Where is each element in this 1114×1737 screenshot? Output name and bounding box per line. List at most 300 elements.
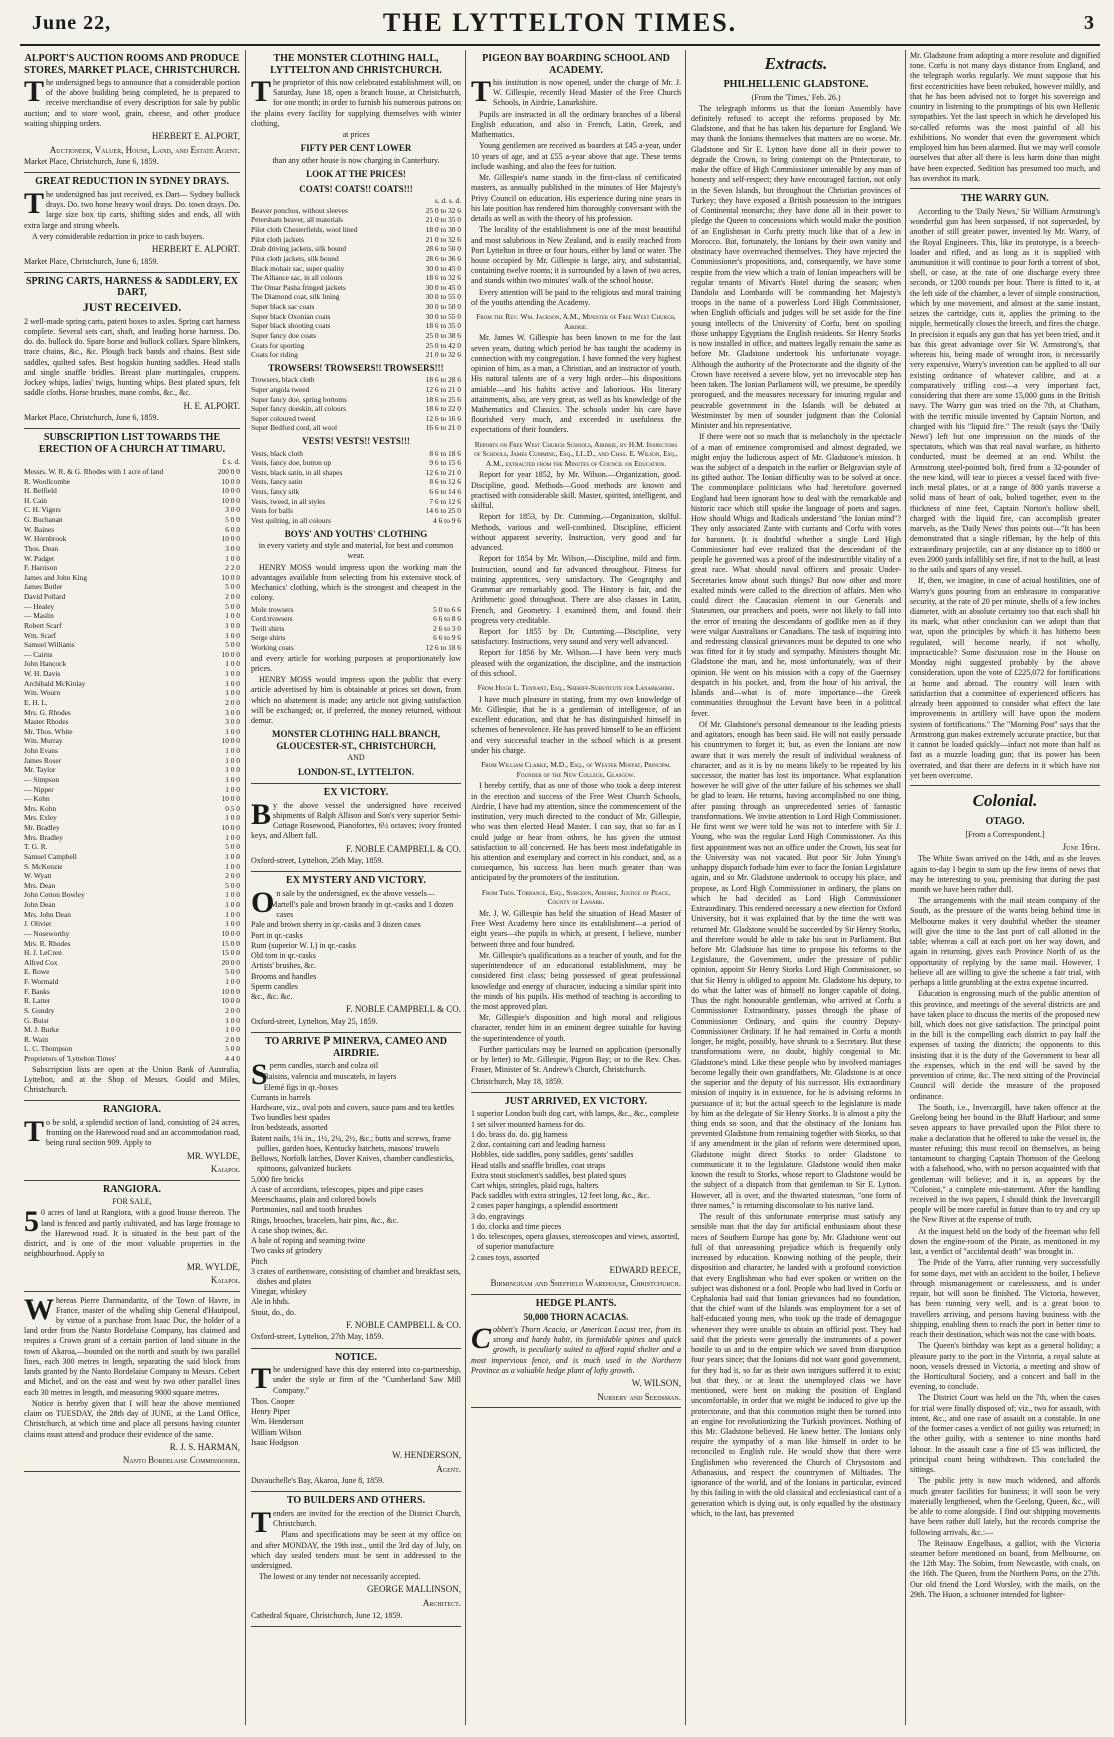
row-amount: 30 0 to 45 0 (425, 282, 461, 292)
column-2 (245, 50, 466, 1725)
row-amount: 20 0 0 (221, 957, 240, 967)
ad-body: The proprietor of this now celebrated establishment will, on Saturday, June 18, open a branch house, at Christchurch, for one month; in order to furnish his numerous patrons on the plains every facility for supplying themselves with winter clothing, (251, 75, 461, 128)
price-row (24, 621, 240, 631)
price-row (24, 862, 240, 872)
row-label: E. H. L. (24, 697, 48, 707)
list-item: 1 superior London built dog cart, with lamps, &c., &c., complete (471, 1109, 679, 1119)
row-amount: 30 0 to 55 0 (425, 311, 461, 321)
row-label: — Nipper (24, 784, 54, 794)
list-item: Two bundles best spades (251, 1113, 331, 1123)
ad-signature-role: Agent. (436, 1463, 461, 1474)
extracts-section-heading: Extracts. (764, 54, 828, 73)
row-label: Mrs. Dean (24, 880, 56, 890)
list-item: 1 do. clocks and time pieces (471, 1221, 562, 1231)
row-amount: 25 0 to 38 6 (425, 330, 461, 340)
column-5 (905, 50, 1104, 1725)
row-label: Drab driving jackets, silk bound (251, 244, 347, 254)
row-amount: 2 0 0 (225, 1034, 240, 1044)
row-amount: 1 0 0 (225, 774, 240, 784)
ad-title: SPRING CARTS, HARNESS & SADDLERY, EX DART, (25, 275, 239, 299)
row-amount: 0 5 0 (225, 803, 240, 813)
row-amount: 21 0 to 35 0 (425, 215, 461, 225)
row-amount: 1 0 0 (225, 1015, 240, 1025)
list-item: Extra stout stockmen's saddles, best plated spurs (471, 1170, 626, 1180)
row-amount: 1 0 0 (225, 977, 240, 987)
row-amount: 12 6 to 21 0 (425, 467, 461, 477)
row-amount: 5 0 0 (225, 515, 240, 525)
price-row (24, 881, 240, 891)
ad-signature: F. NOBLE CAMPBELL & CO. (346, 1004, 461, 1015)
price-row (24, 948, 240, 958)
row-amount: 18 6 to 32 6 (425, 273, 461, 283)
subscription-header: £ s. d. (222, 457, 240, 467)
price-row (24, 833, 240, 843)
row-label: Super black sac coats (251, 302, 315, 312)
list-item: A case shop twines, &c. (251, 1225, 328, 1235)
row-amount: 7 6 to 12 6 (429, 496, 461, 506)
row-amount: 5 0 0 (225, 640, 240, 650)
article-para: The telegraph informs us that the Ionian Assembly have definitely refused to accept the reforms proposed by Mr. Gladstone, and that he has taken his departure for England. We may thank the Ionians themselves that matters are no worse. Mr. Gladstone and Sir E. Lytton have done all in their power to degrade the Crown, to bring contempt on the Protectorate, to make the office of High Commissioner untenable by any man of honesty and self-respect; they have encouraged faction, not only in the Seven Islands, but throughout the Christian provinces of Turkey; they have exposed a British possession to the intrigues of Continental monarchs; they have done all in their power to pledge the Queen to concessions which would make the position of an Englishman in Corfu pretty much like that of a Jew in Morocco. But, fortunately, the Ionians by their own vanity and obstinacy have overreached themselves. They have rejected the Commissioner's propositions, and, consequently, we have some respite from the view which a train of Ionian impeachers will be regular tenants of Mivart's Hotel during the season; when Dandolo and Lombardo will be commanding her Majesty's troops in the name of a powerless Lord High Commissioner, when English officials and judges will be set aside for the fine young intellects of the University of Corfu, bent on spoiling those unhappy Egyptians the English residents. Sir Henry Storks is now installed in office, and matters legally remain the same as before Mr. Gladstone undertook his unfortunate voyage. Although the authority of the Protectorate and the dignity of the Crown have received a severe blow, yet no irrevocable step has been taken. The Ionian Parliament will, we presume, be speedily prorogued, and the measures necessary for insuring regular and peaceable government in the Islands will be debated at Westminster by men of sounder judgment than the Colonial Minister and his representative. (691, 103, 901, 431)
ad-title: TO ARRIVE ℙ MINERVA, CAMEO AND AIRDRIE. (265, 1036, 447, 1059)
list-item: Brooms and handles (251, 971, 317, 981)
look-heading: LOOK AT THE PRICES! (306, 169, 406, 180)
ad-signature: HERBERT E. ALPORT. (151, 244, 240, 255)
article-para: If, then, we imagine, in case of actual hostilities, one of Warry's guns pouring from an embrasure in comparative security, at the rate of 20 per minute, shells of a few inches diameter, with an absolute certainty too that each shall hit its mark, what other conclusion can we adopt than that war, upon the principles by which it has hitherto been regulated, will become nearly, if not wholly, impracticable? Some discussion rose in the House on Monday night suggested probably by the above consideration, upon the vote of £225,072 for fortifications at home and abroad. The country will learn with satisfaction that a committee of experienced officers has already been appointed to consider what effect the late improvements in artillery will have upon the modern system of fortifications." The "Morning Post" says that the Armstrong gun makes extremely accurate practice, but that it cannot be loaded quickly—infact not more than half as fast as a muzzle loading gun; that its power has been overrated, and that there are defects in it which have not yet been overcome. (910, 576, 1100, 780)
ad-body: Cobbett's Thorn Acacia, or American Locust tree, from its strong and hardy habit, its formidable spines and quick growth, is peculiarly suited to afford rapid shelter and a most impervious fence, and is much used in the Northern Province as a valuable hedge plant of lofty growth. (471, 1321, 681, 1375)
ad-place: Oxford-street, Lyttelton, May 25, 1859. (251, 1016, 378, 1026)
price-row (24, 631, 240, 641)
price-row (24, 640, 240, 650)
list-item: Head stalls and snaffle bridles, coat straps (471, 1160, 606, 1170)
price-row (251, 477, 461, 487)
list-item: Two casks of grindery (251, 1246, 323, 1256)
row-amount: 6 6 to 8 6 (433, 614, 461, 624)
price-row (24, 486, 240, 496)
price-row (24, 698, 240, 708)
price-row (24, 554, 240, 564)
price-row (24, 708, 240, 718)
row-amount: 30 0 to 50 0 (425, 302, 461, 312)
page-number: 3 (1084, 12, 1094, 34)
row-amount: 8 6 to 12 6 (429, 477, 461, 487)
testimonial-heading: From William Clarke, M.D., Esq., of Wester Moffat, Principal Founder of the New College, Glasgow. (481, 760, 671, 779)
row-amount: 1 0 0 (225, 909, 240, 919)
row-label: The Alliance sac, in all colours (251, 273, 343, 283)
row-label: Super black Oxonian coats (251, 311, 331, 321)
price-row (251, 423, 461, 433)
price-row (251, 331, 461, 341)
article-para: The District Court was held on the 7th, when the cases for trial were finally disposed of; viz., two for assault, with intent, &c., and one case of assault on a constable. In one of the former cases a verdict of not guilty was returned; in the other guilty, with a sentence to nine months hard labour. In the assault case a fine of £5 was inflicted, the principal count being withdrawn. This concluded the sittings. (910, 1393, 1100, 1475)
price-row (251, 254, 461, 264)
list-item: Rum (superior W. I.) in qr.-casks (251, 940, 356, 950)
price-row (251, 341, 461, 351)
column-4 (685, 50, 906, 1725)
row-amount: 1 0 0 (225, 765, 240, 775)
price-row (251, 385, 461, 395)
ad-signature: F. NOBLE CAMPBELL & CO. (346, 843, 461, 854)
row-label: Mrs. Bradley (24, 832, 63, 842)
row-amount: 15 0 0 (221, 938, 240, 948)
list-item: William Wilson (251, 1427, 302, 1437)
list-item: 2 cases toys, assorted (471, 1252, 540, 1262)
row-label: The Diamond coat, silk lining (251, 292, 340, 302)
price-row (251, 283, 461, 293)
price-row (24, 987, 240, 997)
row-amount: 1 0 0 (225, 678, 240, 688)
row-amount: 14 6 to 25 0 (425, 506, 461, 516)
list-item: A bale of roping and seaming twine (251, 1236, 366, 1246)
just-arrived-ad (471, 1093, 681, 1295)
row-label: Petersham beaver, all materials (251, 215, 344, 225)
row-label: Super fancy doe coats (251, 330, 317, 340)
ad-title: ALPORT'S AUCTION ROOMS AND PRODUCE STORES, MARKET PLACE, CHRISTCHURCH. (24, 53, 240, 76)
price-row (251, 487, 461, 497)
work-price-list (251, 605, 461, 653)
price-row (24, 919, 240, 929)
ad-signature: W. HENDERSON, (392, 1450, 461, 1461)
row-amount: 1 0 0 (225, 553, 240, 563)
price-row (24, 573, 240, 583)
article-para: The South, i.e., Invercargill, have taken offence at the Geelong being her bound in the Bluff Harbour; and some seven appears to have prevailed upon the Pilot there to make a declaration that he offered to take the vessel in, the master refusing; this must recoil on themselves, as being tantamount to charging Captain Thomson of the Geelong with a falsehood, who, with no person acquainted with that gentleman will believe; and it is, as appears by the "Colonist," a complete mis-statement. After the handling received in the two papers, I should think the Invercargill people will be more careful in future than to try and cry up the New River at the expense of truth. (910, 1102, 1100, 1225)
list-item: Iron bedsteads, assorted (251, 1123, 328, 1133)
row-label: Super black shooting coats (251, 321, 331, 331)
price-row (24, 1006, 240, 1016)
row-amount: 30 0 to 45 0 (425, 263, 461, 273)
row-label: Mrs. G. Rhodes (24, 707, 71, 717)
price-row (24, 496, 240, 506)
row-label: Samuel Williams (24, 640, 75, 650)
row-amount: 2 0 0 (225, 592, 240, 602)
just-received-heading: JUST RECEIVED. (82, 299, 182, 314)
price-row (24, 1035, 240, 1045)
price-row (24, 534, 240, 544)
row-amount: 5 0 0 (225, 582, 240, 592)
row-amount: 18 0 to 30 0 (425, 225, 461, 235)
row-amount: 2 0 0 (225, 697, 240, 707)
row-amount: 3 0 0 (225, 543, 240, 553)
price-row (251, 264, 461, 274)
price-row (24, 717, 240, 727)
ad-signature: MR. WYLDE, (186, 1150, 240, 1161)
price-row (24, 515, 240, 525)
ad-title: JUST ARRIVED, EX VICTORY. (504, 1095, 648, 1107)
row-label: S. McKenzie (24, 861, 63, 871)
row-amount: 10 0 0 (221, 649, 240, 659)
report-para: Report for 1853, by Dr. Cumming.—Organization, skilful. Methods, various and well-combined. Discipline, efficient without apparent severity. Instruction, very good and far advanced. (471, 512, 681, 553)
row-amount: 28 6 to 50 0 (425, 244, 461, 254)
price-row (251, 414, 461, 424)
ad-place: Market Place, Christchurch, June 6, 1859. (24, 413, 159, 423)
ad-signature: GEORGE MALLINSON, (367, 1584, 461, 1595)
monster-clothing-ad (251, 50, 461, 784)
hedge-plants-ad (471, 1295, 681, 1408)
list-item: Hobbles, side saddles, pony saddles, gents' saddles (471, 1150, 634, 1160)
price-row (251, 312, 461, 322)
ad-signature-place: Kaiapoi. (210, 1164, 240, 1175)
item-list (471, 1109, 681, 1263)
ex-mystery-victory-ad (251, 872, 461, 1033)
list-item: Pale and brown sherry in qr.-casks and 3 dozen cases (251, 920, 421, 930)
list-item: Martell's pale and brown brandy in qr.-casks and 1 dozen cases (270, 899, 454, 920)
price-row (251, 497, 461, 507)
coats-heading: COATS! COATS!! COATS!!! (299, 183, 413, 194)
ad-signature-role: Architect. (422, 1597, 461, 1608)
ad-signature: MR. WYLDE, (186, 1261, 240, 1272)
ad-title: EX VICTORY. (323, 787, 389, 799)
row-amount: 200 0 0 (217, 466, 240, 476)
list-item: Meerschaums, plain and colored bowls (251, 1195, 377, 1205)
trouser-price-list (251, 375, 461, 433)
row-label: F. Wormald (24, 977, 59, 987)
price-row (251, 215, 461, 225)
partner-names (251, 1397, 461, 1448)
price-row (24, 477, 240, 487)
issue-date: June 22, (32, 12, 112, 34)
row-amount: 5 0 0 (225, 601, 240, 611)
row-label: C. H. Vigers (24, 505, 61, 515)
row-amount: 21 0 to 32 6 (425, 234, 461, 244)
row-label: Vests, fancy silk (251, 487, 300, 497)
price-row (24, 794, 240, 804)
moss-text-2: HENRY MOSS would impress upon the public that every article advertised by him is obtainable at prices set down, from which no abatement is made; any article not giving satisfaction will be exchanged; or, if preferred, the money returned, without demur. (251, 675, 461, 726)
subscription-note: Subscription lists are open at the Union Bank of Australia, Lyttelton, and at the Shop of Messrs. Gould and Miles, Christchurch. (24, 1064, 240, 1095)
row-amount: 28 6 to 36 6 (425, 253, 461, 263)
ad-place: Christchurch, May 18, 1859. (471, 1076, 563, 1086)
list-item: Rings, brooches, bracelets, hair pins, &c., &c. (251, 1215, 399, 1225)
ad-title: RANGIORA. (102, 1183, 162, 1195)
row-label: John Cotton Bowley (24, 890, 85, 900)
row-amount: 6 6 to 14 6 (429, 487, 461, 497)
list-item: Old tom in qr.-casks (251, 951, 316, 961)
row-label: — Simpson (24, 774, 60, 784)
row-label: Archibald McKinlay (24, 678, 86, 688)
price-row (24, 939, 240, 949)
ad-signature-role: Auctioneer, Valuer, House, Land, and Estate Agent. (49, 144, 240, 155)
newspaper-title: THE LYTTELTON TIMES. (382, 8, 738, 37)
row-amount: 5 0 0 (225, 967, 240, 977)
row-label: W. Wyatt (24, 871, 52, 881)
article-para: The Pride of the Yarra, after running very successfully for some days, met with an accident to the boiler, I believe through mismanagement or carelessness, and is under repair, but will soon be finished. The Victoria, however, has been running very well, and is a great boon to travellers arriving, and persons having business with the shipping, enabling them to reach the port in better time to reach their destination, which was not the case with boats. (910, 1258, 1100, 1340)
warry-gun-title: THE WARRY GUN. (961, 193, 1049, 205)
ad-body: To be sold, a splendid section of land, consisting of 24 acres, fronting on the Harewood road and an accommodation road, being rural section 909. Apply to (24, 1114, 240, 1148)
ad-signature: W. WILSON, (631, 1378, 681, 1389)
list-item: Hardware, viz., oval pots and covers, sauce pans and tea kettles (251, 1103, 455, 1113)
row-label: Wm. Wourn (24, 688, 61, 698)
acacia-heading: 50,000 THORN ACACIAS. (523, 1312, 629, 1323)
vests-heading: VESTS! VESTS!! VESTS!!! (302, 436, 410, 447)
list-item: Thos. Cooper (251, 1396, 295, 1406)
list-item: Currants in barrels (251, 1092, 311, 1102)
row-label: J. Olivier (24, 919, 52, 929)
subscription-rows (24, 467, 240, 1064)
price-row (251, 605, 461, 615)
row-amount: 1 0 0 (225, 851, 240, 861)
row-label: Robert Scarf (24, 620, 62, 630)
row-amount: 1 0 0 (225, 746, 240, 756)
price-row (251, 458, 461, 468)
minerva-arrival-ad (251, 1033, 461, 1349)
notice-signature-role: Nanto Bordelaise Commissioner. (122, 1455, 240, 1466)
price-row (24, 852, 240, 862)
list-item: Port in qr.-casks (251, 930, 303, 940)
testimonial-para: Mr. J. W. Gillespie has held the situation of Head Master of Free West Academy here since its establishment—a period of eight years—the pupils in which, at present, I believe, number between three and four hundred. (471, 908, 681, 949)
item-list (251, 1072, 461, 1318)
row-label: W. Baines (24, 524, 55, 534)
ad-body: 2 well-made spring carts, patent boxes to axles. Spring cart harness complete. Several sets cart, shaft, and leading horse harness. Do. do. do. bullock do. Spare horse and bullock collars. Spare blinkers, trace chains, &c., &c. Plough back bands and chains. Best side saddles, quilted safes. Best hogskin hunting saddles. Head stalls and single snaffle bridles. Breast plate martingales, cruppers. Jockey whips, ladies' twigs, hunting whips. Best plated spurs, felt saddle cloths. Horse brushes, mane combs, &c., &c. (24, 316, 240, 398)
ad-para: Pupils are instructed in all the ordinary branches of a liberal English education, and also in French, Latin, Greek, and Mathematics. (471, 109, 681, 140)
row-label: H. J. LeCren (24, 948, 62, 958)
ad-place: Oxford-street, Lyttelton, 27th May, 1859. (251, 1332, 384, 1342)
row-amount: 10 0 0 (221, 794, 240, 804)
row-label: Beaver ponchos, without sleeves (251, 205, 348, 215)
price-row (251, 375, 461, 385)
spring-carts-ad (24, 273, 240, 429)
price-row (24, 679, 240, 689)
ad-body: 50 acres of land at Rangiora, with a good house thereon. The land is fenced and partly cultivated, and has large frontage to the Harewood road. It is situated in the best part of the district, and is one of the most valuable properties in the neighbourhood. Apply to (24, 1205, 240, 1259)
list-item: 5,000 fire bricks (251, 1174, 304, 1184)
row-label: Black mohair sac, super quality (251, 263, 345, 273)
price-row (251, 624, 461, 634)
list-item: Portmonies, nail and tooth brushes (251, 1205, 362, 1215)
price-row (24, 967, 240, 977)
london-address: LONDON-ST., LYTTELTON. (297, 766, 415, 777)
list-item: 1 set silver mounted harness for do. (471, 1119, 585, 1129)
row-amount: 9 6 to 15 6 (429, 458, 461, 468)
row-amount: 1 0 0 (225, 900, 240, 910)
ad-signature: F. NOBLE CAMPBELL & CO. (346, 1319, 461, 1330)
ad-title: NOTICE. (335, 1351, 377, 1363)
row-label: F. Harrison (24, 563, 58, 573)
row-label: L. C. Thompson (24, 1044, 73, 1054)
testimonial-heading: From Hugh L. Tennant, Esq., Sheriff-Substitute for Lanarkshire. (477, 683, 675, 693)
row-amount: 1 0 0 (225, 919, 240, 929)
ad-signature: H. E. ALPORT. (183, 400, 240, 411)
row-amount: 10 0 0 (221, 534, 240, 544)
price-row (24, 900, 240, 910)
row-amount: 10 0 0 (221, 823, 240, 833)
row-label: James Butler (24, 582, 63, 592)
row-amount: 1 0 0 (225, 726, 240, 736)
report-para: Report for 1855 by Dr. Cumming.—Discipline, very satisfactory. Instructions, very sound and very well advanced. (471, 626, 681, 647)
row-label: Super coloured tweed (251, 413, 316, 423)
alport-auction-ad (24, 50, 240, 173)
price-row (24, 659, 240, 669)
page-columns (20, 50, 1100, 1725)
row-label: — Kohn (24, 794, 50, 804)
row-label: Coats for riding (251, 350, 298, 360)
row-label: Samuel Campbell (24, 851, 77, 861)
price-row (251, 292, 461, 302)
timaru-subscription-list (24, 429, 240, 1101)
row-amount: 2 0 0 (225, 1005, 240, 1015)
row-label: Super fancy doeskin, all colours (251, 404, 347, 414)
list-item: Wm. Henderson (251, 1417, 304, 1427)
row-label: — Maslin (24, 611, 54, 621)
price-row (24, 823, 240, 833)
row-label: Super angola tweed (251, 384, 310, 394)
article-para: According to the 'Daily News,' Sir William Armstrong's wonderful gun has been surpassed, if not superseded, by another of still greater power, invented by Mr. Warry, of the Royal Engineers. This, like its prototype, is a breech-loader and rifled, and as long as it is supplied with ammunition it will continue to pour forth a torrent of shot, shell, or case, at the rate of one discharge every three seconds, or 1200 rounds per hour. There is fitted to it, at the left side of the chamber, a lever of simple construction, which by one movement, and almost at the same instant, seizes the cartridge, cuts it, applies the priming to the nipple, hermetically closes the breech, and fires the charge. In precision it equals any gun that has yet been tried, and it has this great advantage over Sir W. Armstrong's, that whereas his, being made of wrought iron, is necessarily very expensive, Warry's invention can be applied to all our existing ordnance of whatever calibre, and at a comparatively trifling cost—a very important fact, considering that there are some 15,000 guns in the British navy. The Warry gun was tried on the 7th, at Chatham, with the terrific missile invented by Captain Norton, and charged with his "liquid fire." The result (says the 'Daily News') left but one impression on the minds of the spectators, which was that real naval warfare, as hitherto conducted, must be deemed at an end. Whilst the Armstrong steel-pointed bolt, fired from a 32-pounder of the new kind, will tear to pieces a vessel faced with five-inch metal plates, or at a range of 800 yards traverse a solid mass of heart of oak, bolted together, even to the thickness of nine feet, Captain Norton's hollow shell, charged with the liquid fire, can accomplish greater marvels, as the 'Daily News' thus points out—"It has been demonstrated that a single rifleman, by the help of this extraordinary projectile, can at any distance up to 1800 or even 2000 yards infallibly set fire, if not to the hull, at least to the sails and spars of any vessel. (910, 206, 1100, 575)
article-continuation: Mr. Gladstone from adopting a more resolute and dignified tone. Corfu is not many days distance from England, and the telegraph works regularly. We must suppose that his first eccentricities have been rebuked, however mildly, and that he has been advised not to forget his sovereign and country in listening to the promptings of his own Hellenic sympathies. Yet the last speech in which he developed his so-called reforms was the most painful of all his exhibitions. No wonder that even the government which employed him has been alarmed. But we may well console ourselves that after all there is less harm done than might have been expected. Sedition has presumed too much, and has overshot its mark. (910, 51, 1100, 183)
row-amount: 1 0 0 (225, 813, 240, 823)
row-label: Pilot cloth Chesterfields, wool lined (251, 225, 358, 235)
moss-text-1: HENRY MOSS would impress upon the working man the advantages available from selecting from his extensive stock of Mechanics' clothing, which is the strongest and cheapest in the colony. (251, 562, 461, 603)
ad-para: Young gentlemen are received as boarders at £45 a-year, under 10 years of age, and at £55 a-year above that age. These terms include washing, and also the fees for tuition. (471, 141, 681, 171)
list-item: Elemé figs in qr.-boxes (263, 1082, 338, 1092)
row-label: Vests, fancy satin (251, 477, 303, 487)
row-label: M. J. Burke (24, 1025, 59, 1035)
row-label: Pilot cloth jackets (251, 234, 304, 244)
notice-signature: R. J. S. HARMAN, (169, 1441, 240, 1452)
list-item: 1 do. telescopes, opera glasses, stereoscopes and views, assorted, of superior manufacture (471, 1232, 680, 1252)
boys-text: in every variety and style and material, for best and common wear. (258, 541, 454, 561)
price-row (24, 785, 240, 795)
row-label: Wm. Murray (24, 736, 63, 746)
list-item: Stout, do., do. (251, 1307, 296, 1317)
ad-place: Oxford-street, Lyttelton, 25th May, 1859. (251, 856, 384, 866)
testimonial-para: Mr. Gillespie's disposition and high moral and religious character, render him in an eminent degree suitable for having the superintendence of youth. (471, 1013, 681, 1043)
price-row (251, 302, 461, 312)
row-label: E. Rowe (24, 967, 50, 977)
price-row (24, 592, 240, 602)
price-row (24, 611, 240, 621)
row-label: Vests, black satin, in all shapes (251, 467, 343, 477)
for-sale-heading: FOR SALE, (112, 1197, 152, 1207)
list-item: Bellows, Norfolk latches, Dover Knives, chamber candlesticks, spittoons, galvanized buckets (251, 1154, 455, 1174)
row-label: — Healey (24, 601, 55, 611)
row-label: Messrs. W. R. & G. Rhodes with 1 acre of land (24, 466, 164, 476)
row-amount: 18 6 to 22 0 (425, 404, 461, 414)
ex-victory-pianos-ad (251, 784, 461, 872)
row-amount: 1 0 0 (225, 1025, 240, 1035)
row-amount: 12 6 to 21 0 (425, 384, 461, 394)
testimonial-body: Mr. James W. Gillespie has been known to me for the last seven years, during which period he has taught the academy in connection with my congregation. I have formed the very highest opinion of him, as a man, a Christian, and an instructor of youth. His natural talents are of a very high order—his dispositions amiable—and his habits active and laborious. His literary attainments, also, are very great, as well as his knowledge of the Mathematics and Classics. The schools under his care have flourished very much, and exceeded in usefulness the expectations of their founders. (471, 333, 681, 435)
row-amount: 1 0 0 (225, 611, 240, 621)
price-row (24, 1016, 240, 1026)
row-label: Mole trowsers (251, 604, 294, 614)
row-label: Master Rhodes (24, 717, 69, 727)
ad-title: TO BUILDERS AND OTHERS. (286, 1495, 426, 1507)
price-row (251, 516, 461, 526)
row-label: Serge shirts (251, 633, 286, 643)
row-label: James Roser (24, 755, 62, 765)
price-row (251, 614, 461, 624)
ad-title: PIGEON BAY BOARDING SCHOOL AND ACADEMY. (482, 53, 670, 76)
testimonial-para: Mr. Gillespie's qualifications as a teacher of youth, and for the superintendence of an educational establishment, may be considered first class; being possessed of great professional knowledge and energy of character, inducing a similar spirit into the minds of his pupils. His method of teaching is according to the most approved plan. (471, 950, 681, 1011)
list-item: Ale in hhds. (251, 1297, 290, 1307)
list-item: Henry Piper (251, 1407, 290, 1417)
price-row (24, 1054, 240, 1064)
ad-title: SUBSCRIPTION LIST TOWARDS THE ERECTION OF A CHURCH AT TIMARU. (38, 432, 226, 455)
row-amount: 1 0 0 (225, 659, 240, 669)
ad-signature-role: Nursery and Seedsman. (597, 1391, 681, 1402)
article-para: The Queen's birthday was kept as a general holiday; a pleasure party to the port in the Victoria, a royal salute at noon, vessels dressed in Victoria, a meeting and show of the Horticultural Society, and a concert and ball in the evening, to conclude. (910, 1341, 1100, 1392)
list-item: Sperm candles (251, 981, 298, 991)
price-row (24, 977, 240, 987)
list-item: Batent nails, 1¼ in., 1½, 2¼, 2½, &c.; butts and screws, frame pullies, garden hoes, Kentucky hatchets, masons' trowels (251, 1133, 451, 1153)
notice-body: Whereas Pierre Darmandaritz, of the Town of Havre, in France, master of the whaling ship General d'Hautpoul, by virtue of a purchase from Isaac Duc, the holder of a land order from the Nanto Bordelaise Company, has claimed and requires a Crown grant of a certain portion of land situate in the town of Akaroa,—bounded on the north and south by two parallel lines, each 300 metres in length, separating the said block from lands granted by the Nanto Bordelaise Company to Messrs. Cebert and Michel, and on the east and west by two other parallel lines each 30 metres in length, and measuring 9000 square metres. (24, 1292, 240, 1397)
row-label: W. Hornbrook (24, 534, 67, 544)
row-label: Proprietors of 'Lyttelton Times' (24, 1054, 116, 1064)
price-row (24, 929, 240, 939)
row-amount: 1 0 0 (225, 755, 240, 765)
row-label: H. Belfield (24, 486, 57, 496)
ad-body: By the above vessel the undersigned have received shipments of Ralph Allison and Son's very superior Semi-Cottage Rosewood, Pianofortes, 6½ octaves; ivory fronted keys, and Albert fall. (251, 797, 461, 841)
price-row (251, 273, 461, 283)
row-amount: 5 0 0 (225, 842, 240, 852)
ad-title: EX MYSTERY AND VICTORY. (286, 875, 426, 887)
row-amount: 2 6 to 3 0 (433, 623, 461, 633)
row-label: — Noseworthy (24, 928, 70, 938)
